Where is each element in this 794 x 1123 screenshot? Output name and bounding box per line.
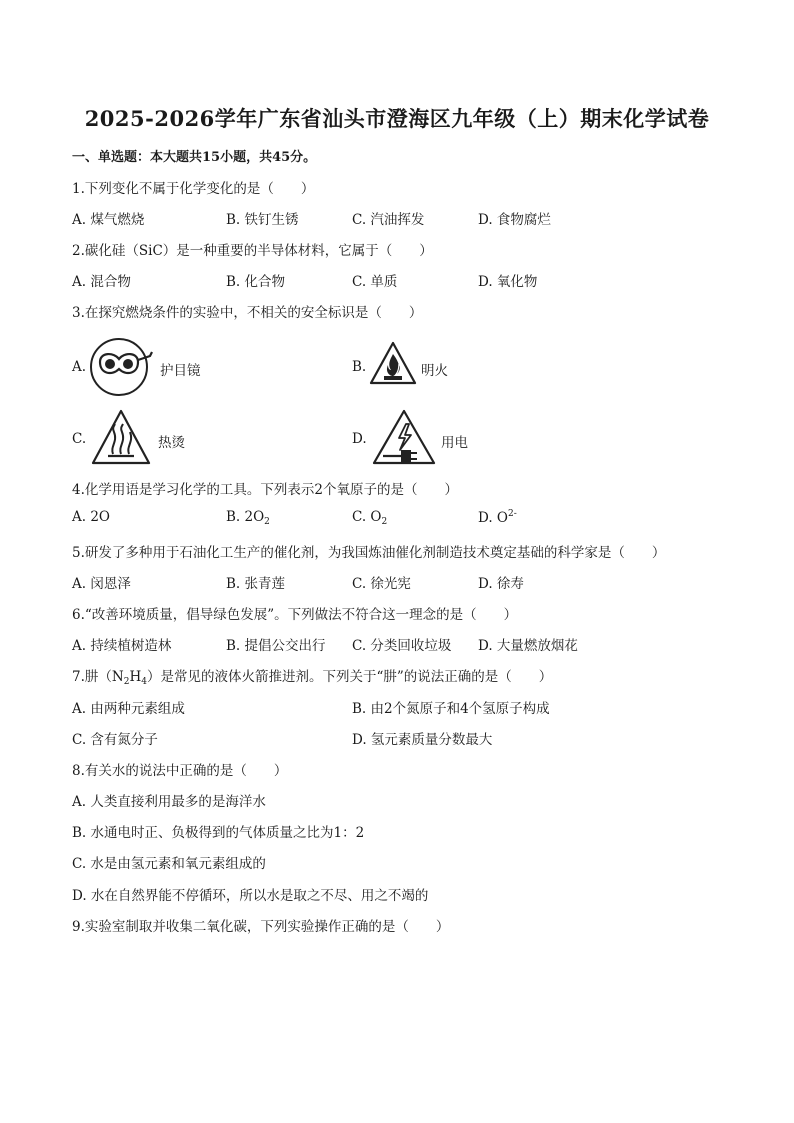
q3-option-d-label: 用电 <box>441 435 468 451</box>
q3-option-a-letter: A. <box>72 359 87 375</box>
question-9-stem: 9.实验室制取并收集二氧化碳，下列实验操作正确的是（ ） <box>72 919 450 935</box>
q2-option-c: C. 单质 <box>352 274 398 290</box>
q3-option-b-label: 明火 <box>421 363 448 379</box>
q6-option-c: C. 分类回收垃圾 <box>352 638 452 654</box>
q4-option-b: B. $2O_2$ <box>226 509 270 527</box>
q8-option-b: B. 水通电时正、负极得到的气体质量之比为1：2 <box>72 825 365 841</box>
q5-option-d: D. 徐寿 <box>478 576 524 592</box>
q3-option-b-letter: B. <box>352 359 367 375</box>
q7-option-d: D. 氢元素质量分数最大 <box>352 732 493 748</box>
question-3-stem: 3.在探究燃烧条件的实验中，不相关的安全标识是（ ） <box>72 305 423 321</box>
q3-option-a-label: 护目镜 <box>160 363 201 379</box>
q4-option-a: A. 2O <box>72 509 110 525</box>
section-heading: 一、单选题：本大题共15小题，共45分。 <box>72 150 317 165</box>
q4-option-d: D. $O^{2-}$ <box>478 509 517 526</box>
q1-option-b: B. 铁钉生锈 <box>226 212 299 228</box>
question-2-stem: 2.碳化硅（SiC）是一种重要的半导体材料，它属于（ ） <box>72 243 433 259</box>
q3-option-c-letter: C. <box>72 431 87 447</box>
q5-option-a: A. 闵恩泽 <box>72 576 131 592</box>
question-5-stem: 5.研发了多种用于石油化工生产的催化剂，为我国炼油催化剂制造技术奠定基础的科学家是（ ） <box>72 545 666 561</box>
question-6-stem: 6.“改善环境质量，倡导绿色发展”。下列做法不符合这一理念的是（ ） <box>72 607 518 623</box>
q8-option-a: A. 人类直接利用最多的是海洋水 <box>72 794 266 810</box>
q5-option-b: B. 张青莲 <box>226 576 286 592</box>
q7-option-b: B. 由2个氮原子和4个氢原子构成 <box>352 701 550 717</box>
page-title: 2025-2026学年广东省汕头市澄海区九年级（上）期末化学试卷 <box>84 106 710 131</box>
q8-option-c: C. 水是由氢元素和氧元素组成的 <box>72 856 266 872</box>
q3-option-d-letter: D. <box>352 431 367 447</box>
q2-option-d: D. 氧化物 <box>478 274 538 290</box>
goggles-icon <box>88 336 154 398</box>
electricity-icon <box>371 408 437 466</box>
open-flame-icon <box>369 340 417 386</box>
q5-option-c: C. 徐光宪 <box>352 576 411 592</box>
q3-option-c-label: 热烫 <box>158 435 185 451</box>
q6-option-d: D. 大量燃放烟花 <box>478 638 578 654</box>
q7-option-c: C. 含有氮分子 <box>72 732 158 748</box>
question-1-stem: 1.下列变化不属于化学变化的是（ ） <box>72 181 315 197</box>
q1-option-a: A. 煤气燃烧 <box>72 212 145 228</box>
question-4-stem: 4.化学用语是学习化学的工具。下列表示2个氧原子的是（ ） <box>72 482 458 498</box>
q2-option-a: A. 混合物 <box>72 274 131 290</box>
hot-surface-icon <box>90 408 152 466</box>
q7-option-a: A. 由两种元素组成 <box>72 701 185 717</box>
question-8-stem: 8.有关水的说法中正确的是（ ） <box>72 763 288 779</box>
q6-option-b: B. 提倡公交出行 <box>226 638 326 654</box>
question-7-stem: 7.肼$(N_2H_4)$是常见的液体火箭推进剂。下列关于“肼”的说法正确的是（ ） <box>72 669 553 687</box>
q2-option-b: B. 化合物 <box>226 274 286 290</box>
q1-option-c: C. 汽油挥发 <box>352 212 425 228</box>
q6-option-a: A. 持续植树造林 <box>72 638 172 654</box>
q1-option-d: D. 食物腐烂 <box>478 212 551 228</box>
q4-option-c: C. $O_2$ <box>352 509 388 527</box>
q8-option-d: D. 水在自然界能不停循环，所以水是取之不尽、用之不竭的 <box>72 888 429 904</box>
